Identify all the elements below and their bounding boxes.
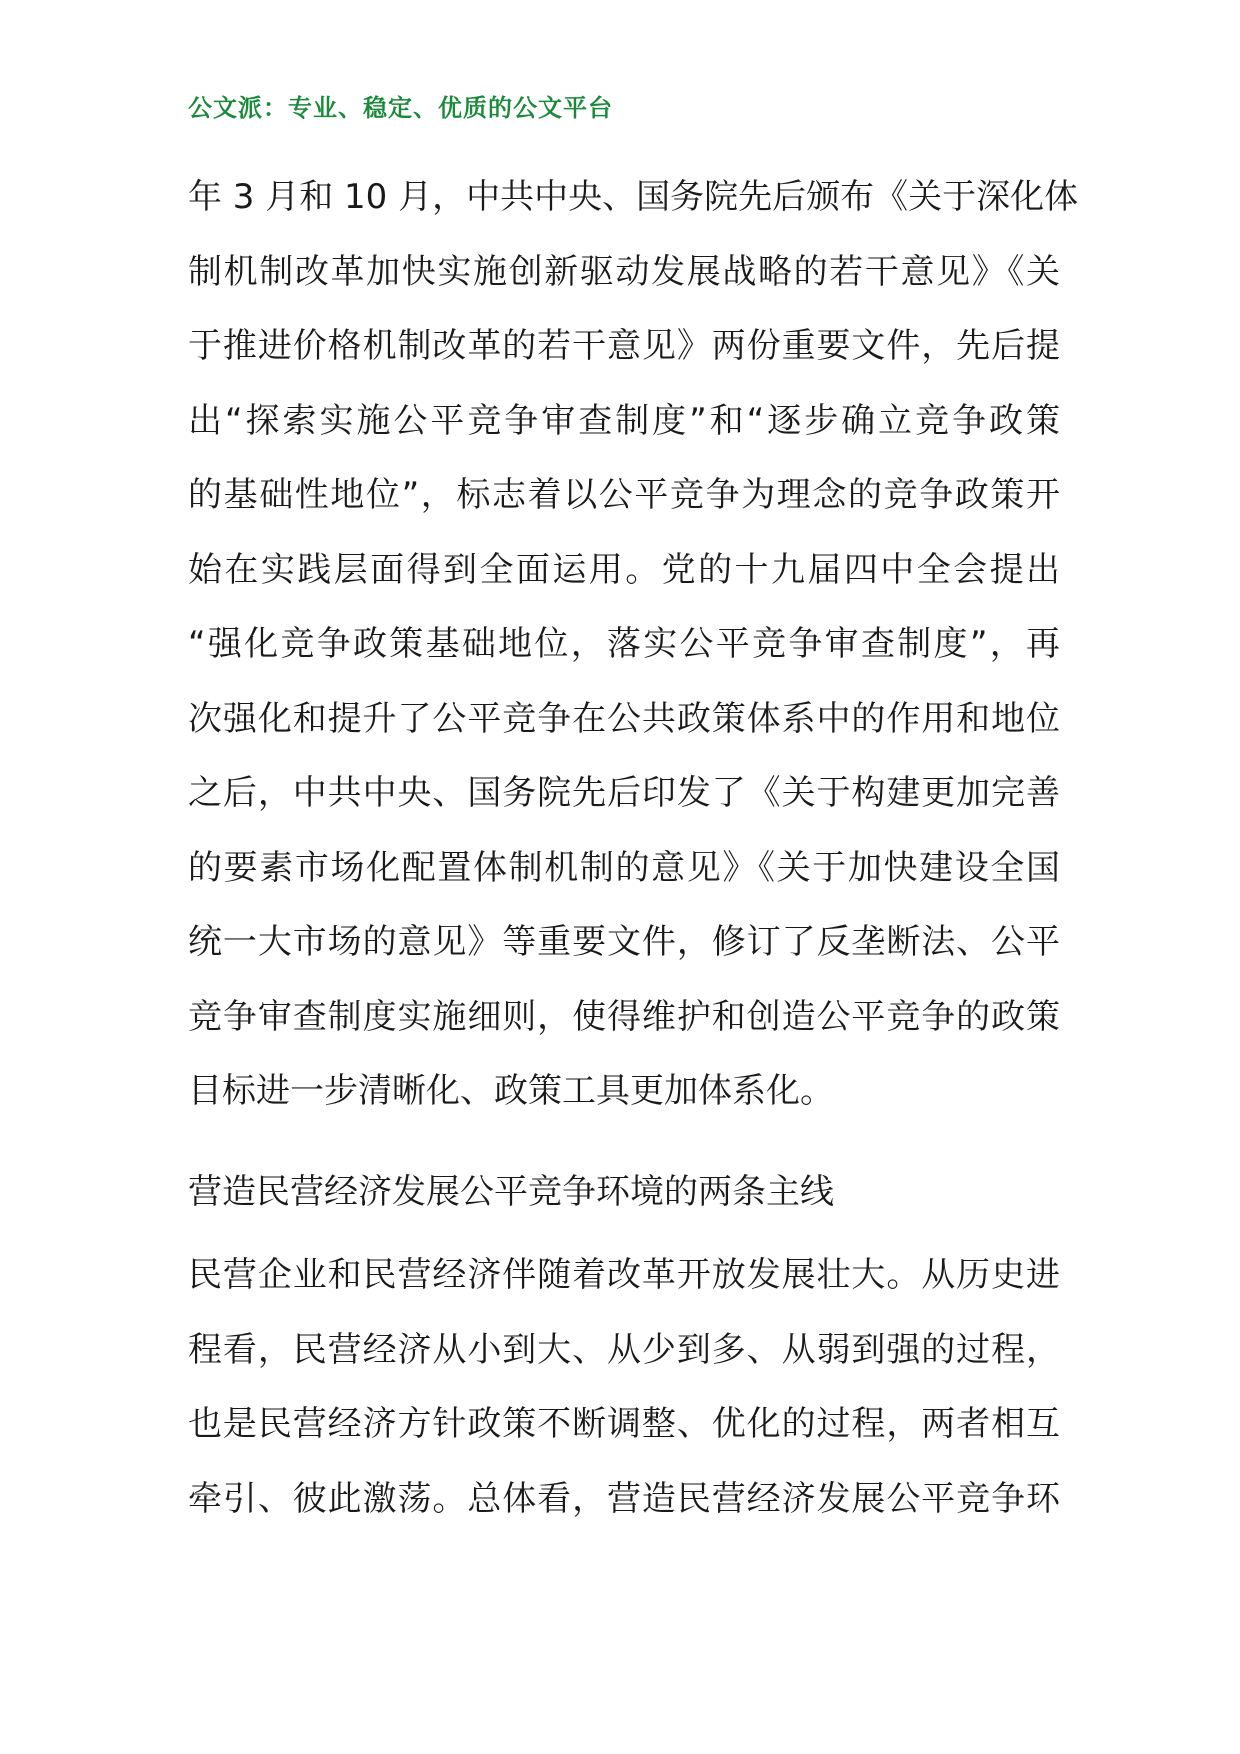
paragraph-line: 次强化和提升了公平竞争在公共政策体系中的作用和地位 — [188, 698, 1060, 739]
paragraph-line: 年 3 月和 10 月，中共中央、国务院先后颁布《关于深化体 — [188, 177, 1079, 217]
paragraph-line: 程看，民营经济从小到大、从少到多、从弱到强的过程， — [188, 1329, 1060, 1370]
paragraph-line: 的要素市场化配置体制机制的意见》《关于加快建设全国 — [188, 847, 1060, 888]
paragraph-line-last: 目标进一步清晰化、政策工具更加体系化。 — [188, 1071, 834, 1111]
paragraph-line: 牵引、彼此激荡。总体看，营造民营经济发展公平竞争环 — [188, 1478, 1060, 1519]
paragraph-2 — [188, 1238, 1060, 1536]
section-heading: 营造民营经济发展公平竞争环境的两条主线 — [188, 1172, 834, 1212]
site-header-title: 公文派：专业、稳定、优质的公文平台 — [188, 94, 613, 122]
paragraph-1 — [188, 160, 1079, 1129]
section-heading-block — [188, 1155, 1060, 1230]
paragraph-line: 始在实践层面得到全面运用。党的十九届四中全会提出 — [188, 549, 1060, 590]
paragraph-line: 也是民营经济方针政策不断调整、优化的过程，两者相互 — [188, 1404, 1060, 1444]
paragraph-line: “强化竞争政策基础地位，落实公平竞争审查制度”，再 — [188, 624, 1060, 664]
paragraph-line: 之后，中共中央、国务院先后印发了《关于构建更加完善 — [188, 773, 1060, 813]
paragraph-line: 民营企业和民营经济伴随着改革开放发展壮大。从历史进 — [188, 1255, 1060, 1295]
paragraph-line: 出“探索实施公平竞争审查制度”和“逐步确立竞争政策 — [188, 400, 1060, 441]
paragraph-line: 的基础性地位”，标志着以公平竞争为理念的竞争政策开 — [188, 475, 1060, 515]
paragraph-line: 统一大市场的意见》等重要文件，修订了反垄断法、公平 — [188, 922, 1060, 962]
paragraph-line: 于推进价格机制改革的若干意见》两份重要文件，先后提 — [188, 326, 1060, 366]
paragraph-line: 竞争审查制度实施细则，使得维护和创造公平竞争的政策 — [188, 996, 1060, 1037]
paragraph-line: 制机制改革加快实施创新驱动发展战略的若干意见》《关 — [188, 251, 1060, 292]
